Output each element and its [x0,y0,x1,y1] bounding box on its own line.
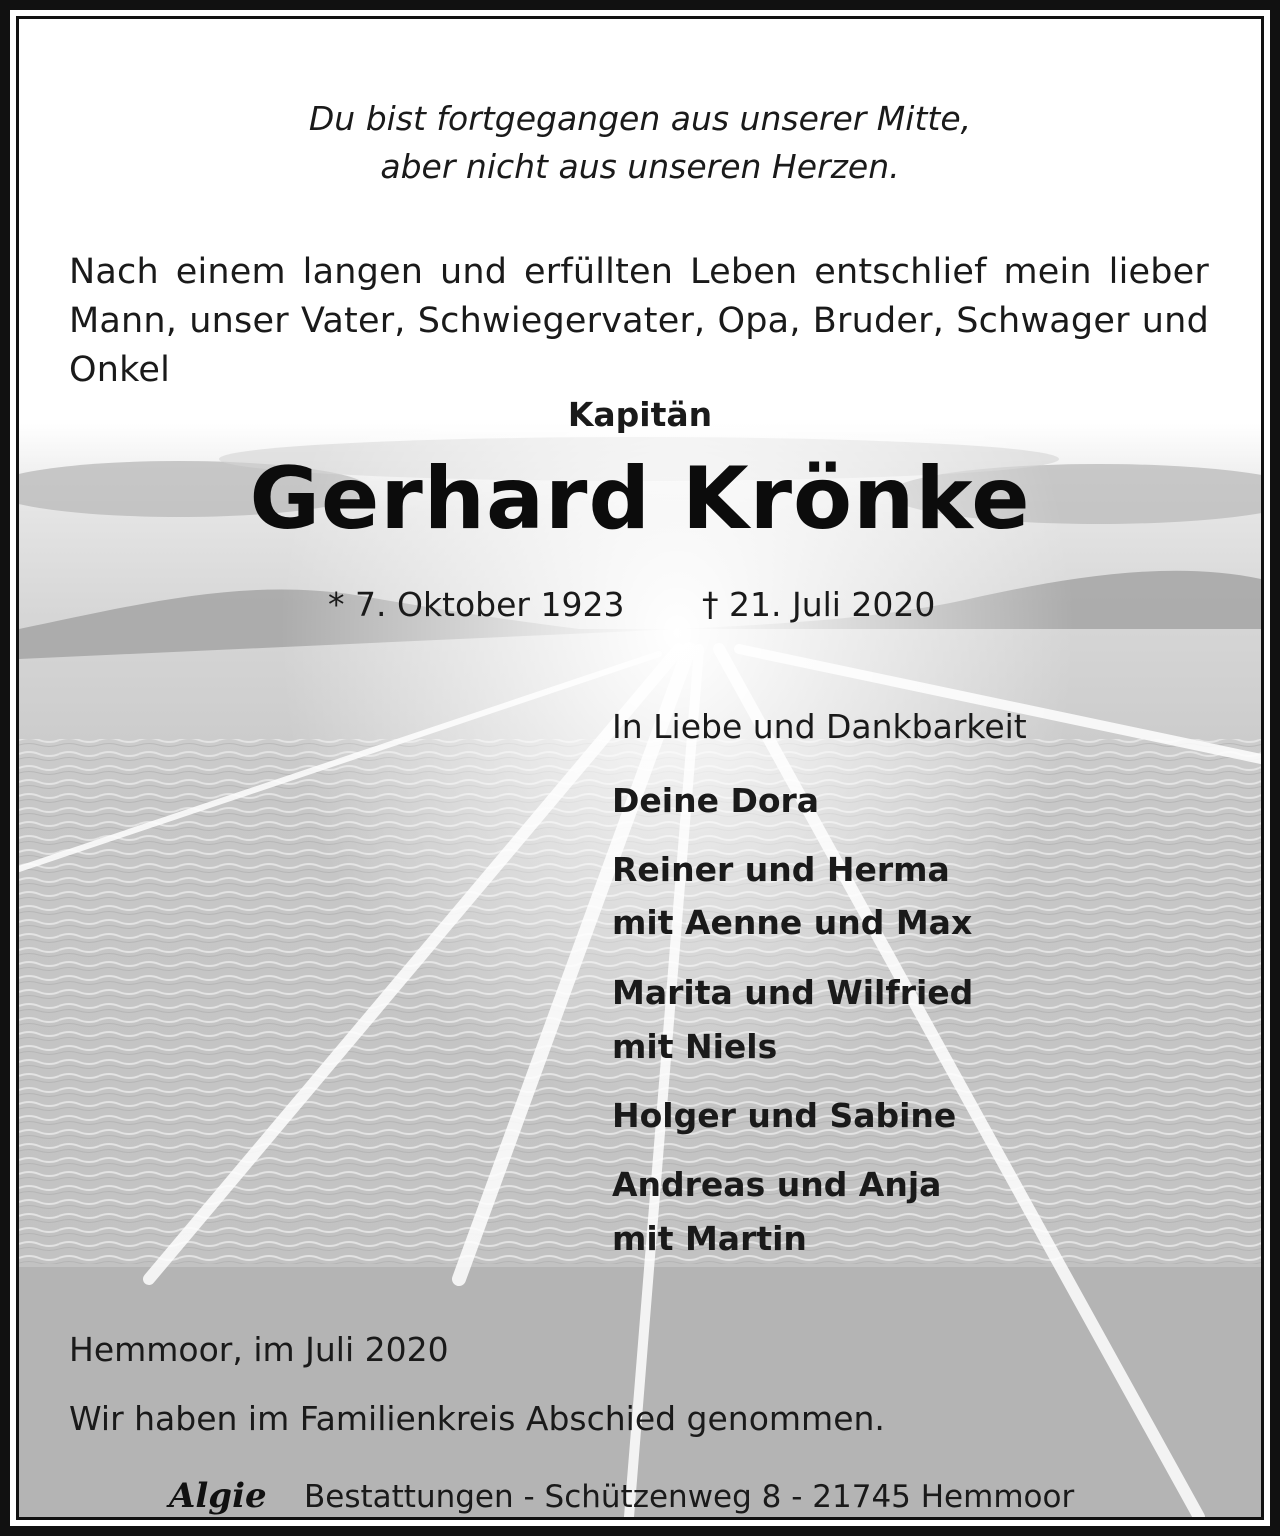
funeral-home-address: Bestattungen - Schützenweg 8 - 21745 Hemmoor [304,1479,1075,1515]
family-member: mit Niels [612,1027,778,1066]
intro-text: Nach einem langen und erfüllten Leben entschlief mein lieber Mann, unser Vater, Schwiegervater, Opa, Bruder, Schwager und Onkel [69,252,1209,390]
family-member: mit Aenne und Max [612,903,973,942]
motto-line-1: Du bist fortgegangen aus unserer Mitte, [308,99,972,138]
death-date: † 21. Juli 2020 [702,585,936,624]
family-member: Deine Dora [612,781,820,820]
family-member: Holger und Sabine [612,1096,957,1135]
family-member: Marita und Wilfried [612,973,974,1012]
birth-date: * 7. Oktober 1923 [328,585,625,624]
family-member: Reiner und Herma [612,850,950,889]
deceased-title: Kapitän [567,395,713,434]
sunrise-sea-photo [19,19,1261,1517]
family-member: Andreas und Anja [612,1165,942,1204]
farewell-note: Wir haben im Familienkreis Abschied genommen. [69,1399,885,1438]
deceased-name: Gerhard Krönke [249,449,1031,549]
motto-line-2: aber nicht aus unseren Herzen. [380,147,900,186]
funeral-home-logo: Algie [169,1476,267,1516]
thanks-line: In Liebe und Dankbarkeit [612,707,1027,746]
place-date: Hemmoor, im Juli 2020 [69,1330,449,1369]
obituary-notice [16,16,1264,1520]
family-member: mit Martin [612,1219,807,1258]
